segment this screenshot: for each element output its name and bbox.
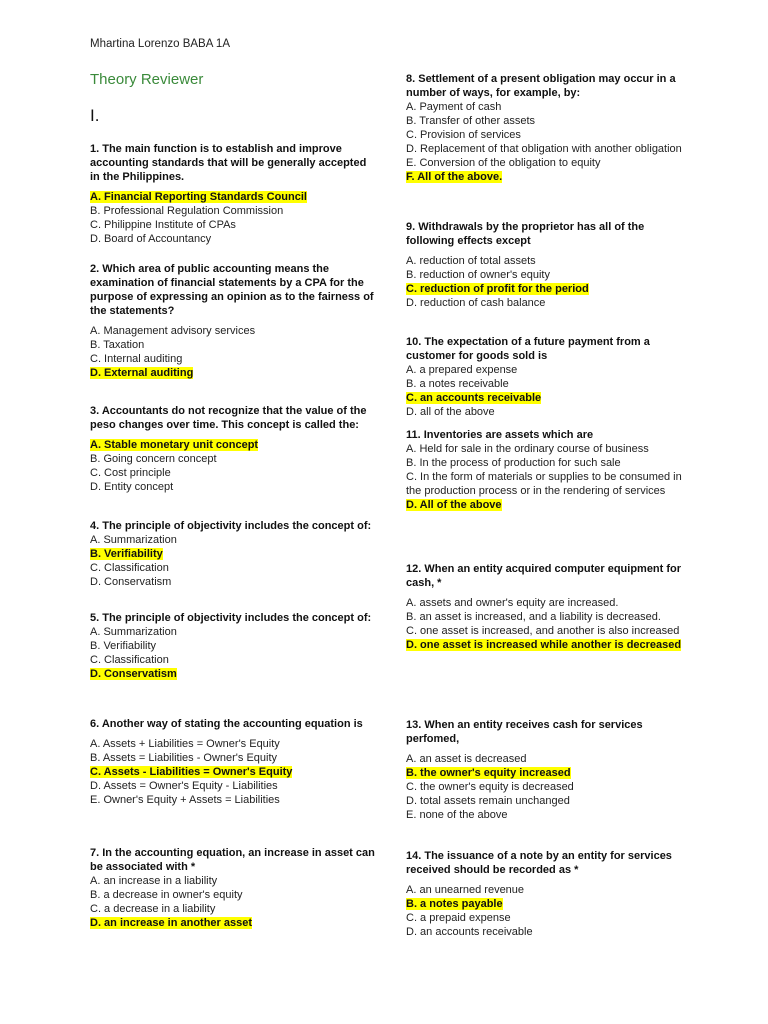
correct-answer-option: [406, 897, 691, 911]
answer-options: [406, 363, 691, 419]
question-right-1: [406, 72, 691, 184]
correct-answer-option: [406, 170, 691, 184]
answer-option: [406, 456, 691, 470]
correct-answer-option: [406, 282, 691, 296]
option-text: A. Stable monetary unit concept: [90, 439, 259, 451]
option-text: D. Assets = Owner's Equity - Liabilities: [90, 780, 278, 792]
answer-options: [406, 883, 691, 939]
option-text: A. an unearned revenue: [406, 884, 525, 896]
author-name: Mhartina Lorenzo BABA 1A: [90, 38, 230, 50]
question-stem: 5. The principle of objectivity includes the concept of:: [90, 612, 372, 624]
answer-option: [90, 779, 375, 793]
answer-option: [406, 794, 691, 808]
question-left-4: [90, 519, 375, 589]
answer-options: [90, 737, 375, 807]
correct-answer-option: [90, 190, 375, 204]
option-text: B. Verifiability: [90, 548, 163, 560]
option-text: B. reduction of owner's equity: [406, 269, 550, 281]
option-text: A. Assets + Liabilities = Owner's Equity: [90, 738, 280, 750]
question-stem: 7. In the accounting equation, an increase in asset can be associated with *: [90, 847, 375, 873]
option-text: A. Financial Reporting Standards Council: [90, 191, 307, 203]
answer-option: [90, 561, 375, 575]
answer-option: [90, 902, 375, 916]
option-text: B. Assets = Liabilities - Owner's Equity: [90, 752, 278, 764]
option-text: E. Conversion of the obligation to equity: [406, 157, 601, 169]
answer-option: [406, 254, 691, 268]
option-text: E. Owner's Equity + Assets = Liabilities: [90, 794, 280, 806]
answer-option: [406, 377, 691, 391]
option-text: C. a decrease in a liability: [90, 903, 216, 915]
answer-option: [90, 324, 375, 338]
answer-option: [406, 442, 691, 456]
question-left-7: [90, 846, 375, 930]
answer-option: [90, 751, 375, 765]
option-text: C. Provision of services: [406, 129, 521, 141]
answer-options: [90, 625, 375, 681]
question-left-5: [90, 611, 375, 681]
answer-options: [90, 190, 375, 246]
option-text: A. an increase in a liability: [90, 875, 218, 887]
answer-options: [406, 596, 691, 652]
answer-option: [406, 405, 691, 419]
option-text: A. Summarization: [90, 534, 177, 546]
answer-option: [406, 596, 691, 610]
answer-option: [90, 218, 375, 232]
question-right-2: [406, 220, 691, 310]
answer-option: [406, 610, 691, 624]
option-text: D. all of the above: [406, 406, 495, 418]
option-text: D. reduction of cash balance: [406, 297, 546, 309]
answer-option: [90, 737, 375, 751]
option-text: D. Conservatism: [90, 576, 172, 588]
option-text: D. an increase in another asset: [90, 917, 253, 929]
option-text: D. Conservatism: [90, 668, 177, 680]
option-text: C. In the form of materials or supplies to be consumed in the production process or in the rendering of services: [406, 471, 682, 497]
question-stem: 10. The expectation of a future payment from a customer for goods sold is: [406, 336, 650, 362]
answer-option: [90, 533, 375, 547]
answer-option: [406, 114, 691, 128]
option-text: A. Held for sale in the ordinary course of business: [406, 443, 649, 455]
question-left-1: [90, 142, 375, 246]
option-text: B. Transfer of other assets: [406, 115, 536, 127]
option-text: C. the owner's equity is decreased: [406, 781, 574, 793]
answer-options: [90, 438, 375, 494]
option-text: B. an asset is increased, and a liability is decreased.: [406, 611, 661, 623]
answer-option: [406, 808, 691, 822]
correct-answer-option: [90, 916, 375, 930]
question-left-6: [90, 717, 375, 807]
answer-option: [90, 639, 375, 653]
option-text: C. reduction of profit for the period: [406, 283, 589, 295]
answer-option: [406, 883, 691, 897]
option-text: F. All of the above.: [406, 171, 503, 183]
question-stem: 11. Inventories are assets which are: [406, 429, 594, 441]
question-right-4: [406, 428, 691, 512]
correct-answer-option: [406, 391, 691, 405]
question-stem: 14. The issuance of a note by an entity for services received should be recorded as *: [406, 850, 672, 876]
question-left-2: [90, 262, 375, 380]
option-text: B. In the process of production for such sale: [406, 457, 621, 469]
question-stem: 2. Which area of public accounting means the examination of financial statements by a CPA for the purpose of expressing an opinion as to the fairness of the statements?: [90, 263, 374, 317]
option-text: A. Management advisory services: [90, 325, 256, 337]
answer-options: [406, 100, 691, 184]
answer-option: [90, 653, 375, 667]
option-text: D. one asset is increased while another is decreased: [406, 639, 682, 651]
question-right-5: [406, 562, 691, 652]
section-heading: I.: [90, 106, 100, 125]
correct-answer-option: [406, 498, 691, 512]
correct-answer-option: [90, 438, 375, 452]
answer-option: [406, 296, 691, 310]
question-left-3: [90, 404, 375, 494]
option-text: B. Going concern concept: [90, 453, 217, 465]
question-right-3: [406, 335, 691, 419]
answer-option: [406, 780, 691, 794]
answer-options: [90, 533, 375, 589]
answer-option: [90, 625, 375, 639]
option-text: A. assets and owner's equity are increased.: [406, 597, 619, 609]
option-text: C. an accounts receivable: [406, 392, 542, 404]
answer-option: [406, 128, 691, 142]
answer-option: [406, 925, 691, 939]
answer-option: [90, 204, 375, 218]
option-text: B. Verifiability: [90, 640, 157, 652]
option-text: D. All of the above: [406, 499, 502, 511]
option-text: C. Cost principle: [90, 467, 171, 479]
answer-option: [406, 752, 691, 766]
answer-option: [406, 268, 691, 282]
question-stem: 13. When an entity receives cash for services perfomed,: [406, 719, 643, 745]
option-text: D. Board of Accountancy: [90, 233, 212, 245]
question-stem: 12. When an entity acquired computer equipment for cash, *: [406, 563, 682, 589]
correct-answer-option: [90, 765, 375, 779]
answer-option: [90, 338, 375, 352]
option-text: B. Taxation: [90, 339, 145, 351]
correct-answer-option: [406, 766, 691, 780]
option-text: C. Philippine Institute of CPAs: [90, 219, 236, 231]
answer-options: [406, 254, 691, 310]
option-text: C. one asset is increased, and another is also increased: [406, 625, 680, 637]
option-text: B. a decrease in owner's equity: [90, 889, 243, 901]
option-text: D. total assets remain unchanged: [406, 795, 570, 807]
answer-option: [90, 480, 375, 494]
answer-options: [90, 324, 375, 380]
answer-option: [90, 452, 375, 466]
question-stem: 8. Settlement of a present obligation may occur in a number of ways, for example, by:: [406, 73, 676, 99]
answer-option: [406, 156, 691, 170]
correct-answer-option: [90, 547, 375, 561]
answer-option: [406, 100, 691, 114]
option-text: D. External auditing: [90, 367, 194, 379]
answer-option: [90, 352, 375, 366]
option-text: A. an asset is decreased: [406, 753, 527, 765]
answer-option: [406, 911, 691, 925]
answer-option: [406, 142, 691, 156]
answer-options: [406, 752, 691, 822]
answer-option: [90, 575, 375, 589]
question-stem: 9. Withdrawals by the proprietor has all of the following effects except: [406, 221, 645, 247]
option-text: C. a prepaid expense: [406, 912, 511, 924]
option-text: B. the owner's equity increased: [406, 767, 571, 779]
option-text: D. an accounts receivable: [406, 926, 533, 938]
option-text: C. Internal auditing: [90, 353, 183, 365]
question-stem: 4. The principle of objectivity includes the concept of:: [90, 520, 372, 532]
question-stem: 1. The main function is to establish and improve accounting standards that will be generally accepted in the Philippines.: [90, 143, 367, 183]
option-text: A. reduction of total assets: [406, 255, 536, 267]
question-right-7: [406, 849, 691, 939]
answer-option: [406, 470, 691, 498]
option-text: A. Payment of cash: [406, 101, 502, 113]
question-stem: 3. Accountants do not recognize that the value of the peso changes over time. This concept is called the:: [90, 405, 367, 431]
answer-option: [90, 466, 375, 480]
question-stem: 6. Another way of stating the accounting equation is: [90, 718, 363, 730]
answer-option: [90, 874, 375, 888]
option-text: D. Entity concept: [90, 481, 174, 493]
answer-option: [406, 624, 691, 638]
answer-option: [90, 232, 375, 246]
option-text: B. Professional Regulation Commission: [90, 205, 284, 217]
answer-options: [406, 442, 691, 512]
option-text: E. none of the above: [406, 809, 508, 821]
option-text: D. Replacement of that obligation with another obligation: [406, 143, 682, 155]
option-text: A. a prepared expense: [406, 364, 518, 376]
option-text: C. Assets - Liabilities = Owner's Equity: [90, 766, 293, 778]
correct-answer-option: [90, 667, 375, 681]
answer-option: [406, 363, 691, 377]
page-title: Theory Reviewer: [90, 71, 204, 88]
answer-options: [90, 874, 375, 930]
option-text: B. a notes payable: [406, 898, 503, 910]
answer-option: [90, 793, 375, 807]
question-right-6: [406, 718, 691, 822]
option-text: A. Summarization: [90, 626, 177, 638]
answer-option: [90, 888, 375, 902]
option-text: C. Classification: [90, 654, 169, 666]
option-text: C. Classification: [90, 562, 169, 574]
correct-answer-option: [406, 638, 691, 652]
option-text: B. a notes receivable: [406, 378, 509, 390]
correct-answer-option: [90, 366, 375, 380]
